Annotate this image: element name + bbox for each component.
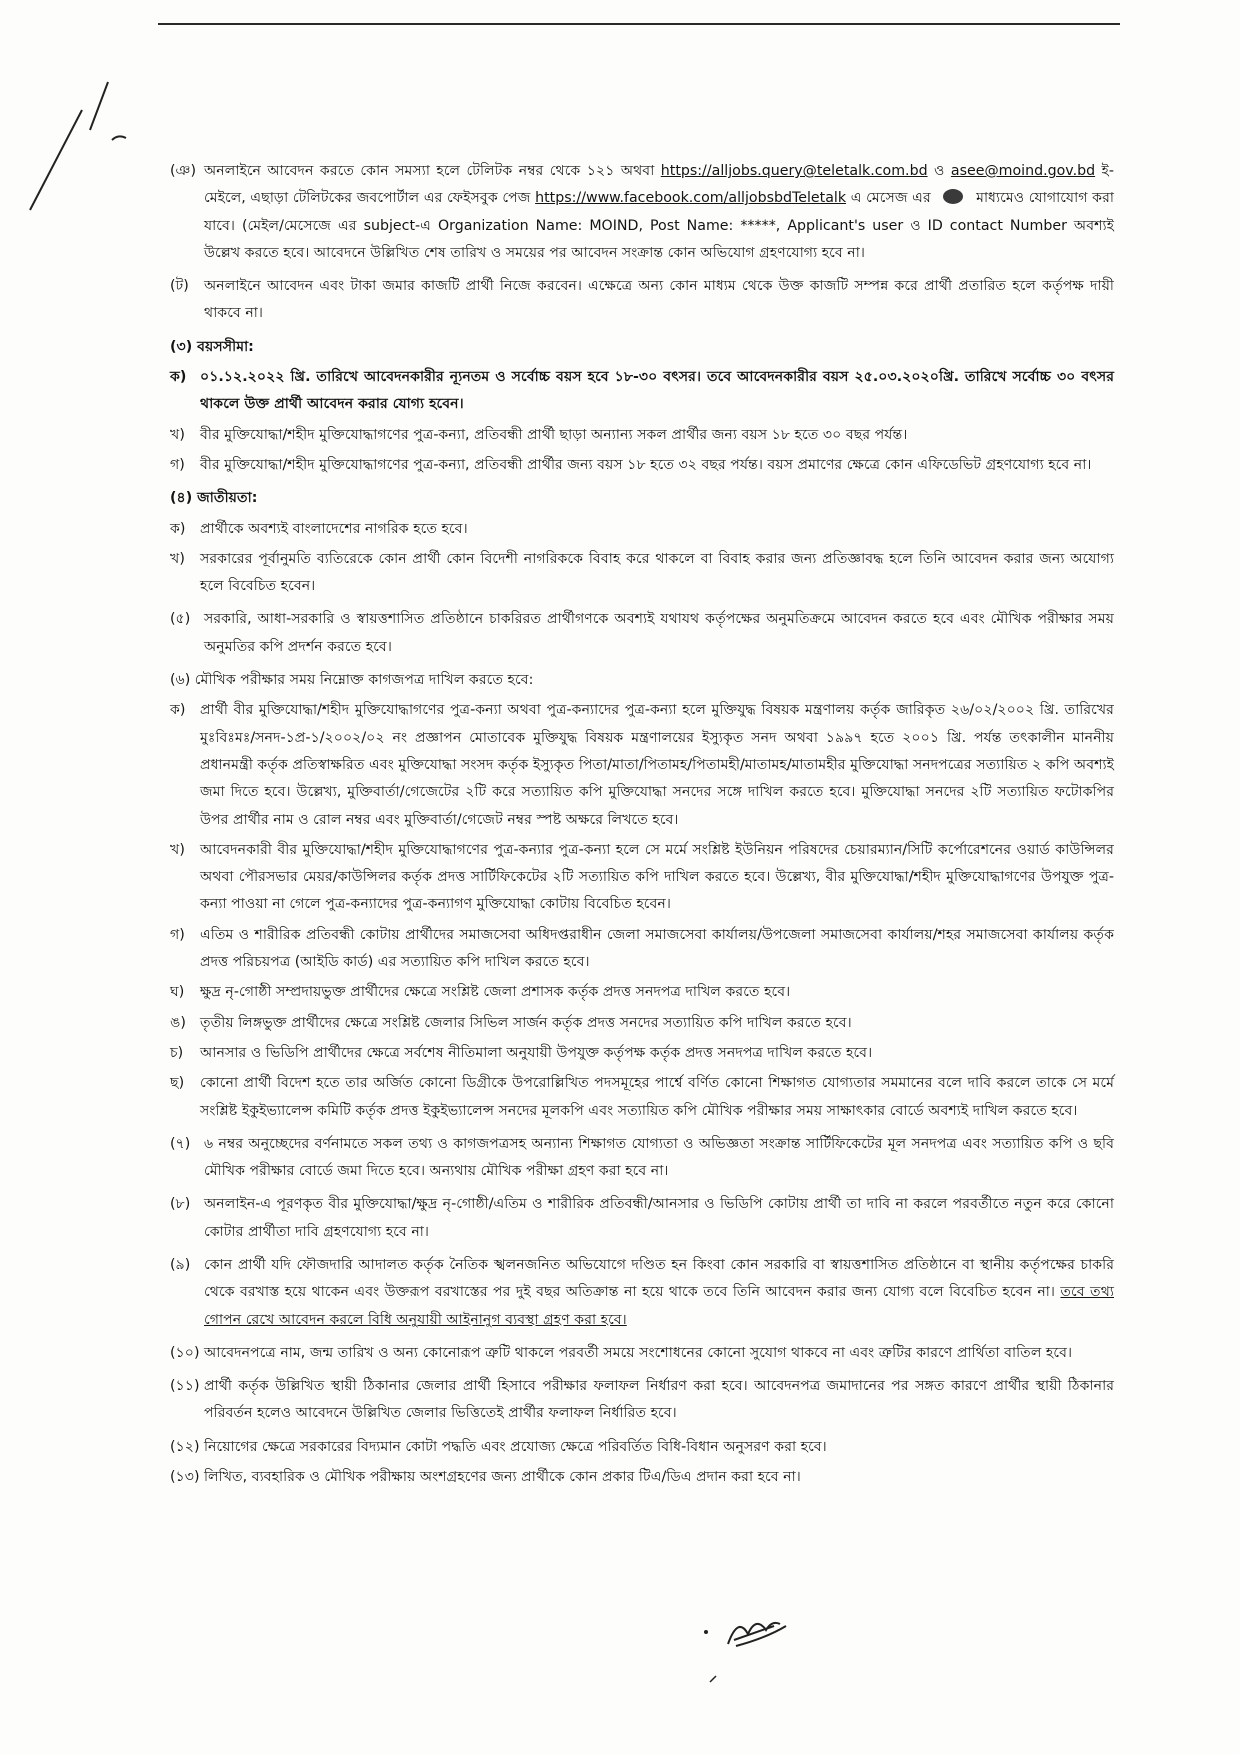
section-10: (১০) আবেদনপত্রে নাম, জন্ম তারিখ ও অন্য কোনোরূপ ত্রুটি থাকলে পরবর্তী সময়ে সংশোধনের কোনো সুযোগ থাকবে না এবং ত্রুটির কারণে প্রার্থিতা বাতিল হবে।	[170, 1344, 1073, 1361]
section-3-item-ka: ক) ০১.১২.২০২২ খ্রি. তারিখে আবেদনকারীর ন্যূনতম ও সর্বোচ্চ বয়স হবে ১৮-৩০ বৎসর। তবে আবেদনকারীর বয়স ২৫.০৩.২০২০খ্রি. তারিখে সর্বোচ্চ ৩০ বৎসর থাকলে উক্ত প্রার্থী আবেদন করার যোগ্য হবেন।	[170, 369, 1114, 413]
section-6-item-gha: ঘ) ক্ষুদ্র নৃ-গোষ্ঠী সম্প্রদায়ভুক্ত প্রার্থীদের ক্ষেত্রে সংশ্লিষ্ট জেলা প্রশাসক কর্তৃক প্রদত্ত সনদপত্র দাখিল করতে হবে।	[170, 984, 791, 1001]
section-6-item-kha: খ) আবেদনকারী বীর মুক্তিযোদ্ধা/শহীদ মুক্তিযোদ্ধাগণের পুত্র-কন্যার পুত্র-কন্যা হলে সে মর্মে সংশ্লিষ্ট ইউনিয়ন পরিষদের চেয়ারম্যান/সিটি কর্পোরেশনের ওয়ার্ড কাউন্সিলর অথবা পৌরসভার মেয়র/কাউন্সিলর কর্তৃক প্রদত্ত সার্টিফিকেটের ২টি সত্যায়িত কপি দাখিল করতে হবে। উল্লেখ্য, বীর মুক্তিযোদ্ধা/শহীদ মুক্তিযোদ্ধাগণের উপযুক্ত পুত্র-কন্যা পাওয়া না গেলে পুত্র-কন্যাদের পুত্র-কন্যাগণ মুক্তিযোদ্ধা কোটায় বিবেচিত হবেন।	[170, 841, 1114, 913]
facebook-page-link[interactable]: https://www.facebook.com/alljobsbdTeletalk	[535, 190, 847, 207]
paragraph-label: (ঞ)	[170, 163, 197, 179]
document-body	[170, 158, 1114, 1497]
section-6-item-cha: ছ) কোনো প্রার্থী বিদেশ হতে তার অর্জিত কোনো ডিগ্রীকে উপরোল্লিখিত পদসমূহের পার্শ্বে বর্ণিত কোনো শিক্ষাগত যোগ্যতার সমমানের বলে দাবি করলে তাকে সে মর্মে সংশ্লিষ্ট ইকুইভ্যালেন্স কমিটি কর্তৃক প্রদত্ত ইকুইভ্যালেন্স সনদের মূলকপি এবং সত্যায়িত কপি মৌখিক পরীক্ষার সময় সাক্ষাৎকার বোর্ডে অবশ্যই দাখিল করতে হবে।	[170, 1075, 1114, 1119]
section-8: (৮) অনলাইন-এ পূরণকৃত বীর মুক্তিযোদ্ধা/ক্ষুদ্র নৃ-গোষ্ঠী/এতিম ও শারীরিক প্রতিবন্ধী/আনসার ও ভিডিপি কোটায় প্রার্থী তা দাবি না করলে পরবর্তীতে নতুন করে কোনো কোটার প্রার্থীতা দাবি গ্রহণযোগ্য হবে না।	[170, 1196, 1114, 1240]
section-7: (৭) ৬ নম্বর অনুচ্ছেদের বর্ণনামতে সকল তথ্য ও কাগজপত্রসহ অন্যান্য শিক্ষাগত যোগ্যতা ও অভিজ্ঞতা সংক্রান্ত সার্টিফিকেটের মূল সনদপত্র এবং সত্যায়িত কপি ও ছবি মৌখিক পরীক্ষার বোর্ডে জমা দিতে হবে। অন্যথায় মৌখিক পরীক্ষা গ্রহণ করা হবে না।	[170, 1135, 1114, 1180]
section-6-item-ca: চ) আনসার ও ভিডিপি প্রার্থীদের ক্ষেত্রে সর্বশেষ নীতিমালা অনুযায়ী উপযুক্ত কর্তৃপক্ষ কর্তৃক প্রদত্ত সনদপত্র দাখিল করতে হবে।	[170, 1044, 873, 1061]
section-4-heading: (৪) জাতীয়তা:	[170, 490, 258, 507]
section-4-item-ka: ক) প্রার্থীকে অবশ্যই বাংলাদেশের নাগরিক হতে হবে।	[170, 520, 468, 537]
legal-action-warning: তবে তথ্য গোপন রেখে আবেদন করলে বিধি অনুযায়ী আইনানুগ ব্যবস্থা গ্রহণ করা হবে।	[204, 1284, 1114, 1328]
section-5: (৫) সরকারি, আধা-সরকারি ও স্বায়ত্তশাসিত প্রতিষ্ঠানে চাকরিরত প্রার্থীগণকে অবশ্যই যথাযথ কর্তৃপক্ষের অনুমতিক্রমে আবেদন করতে হবে এবং মৌখিক পরীক্ষার সময় অনুমতির কপি প্রদর্শন করতে হবে।	[170, 611, 1114, 655]
section-3-item-kha: খ) বীর মুক্তিযোদ্ধা/শহীদ মুক্তিযোদ্ধাগণের পুত্র-কন্যা, প্রতিবন্ধী প্রার্থী ছাড়া অন্যান্য সকল প্রার্থীর জন্য বয়স ১৮ হতে ৩০ বছর পর্যন্ত।	[170, 426, 908, 443]
pen-stroke-mark	[20, 70, 140, 220]
paragraph-ta: (ট) অনলাইনে আবেদন এবং টাকা জমার কাজটি প্রার্থী নিজে করবেন। এক্ষেত্রে অন্য কোন মাধ্যম থেকে উক্ত কাজটি সম্পন্ন করে প্রার্থী প্রতারিত হলে কর্তৃপক্ষ দায়ী থাকবে না।	[170, 273, 1114, 328]
teletalk-query-link[interactable]: https://alljobs.query@teletalk.com.bd	[660, 163, 928, 179]
section-9: (৯) কোন প্রার্থী যদি ফৌজদারি আদালত কর্তৃক নৈতিক স্খলনজনিত অভিযোগে দণ্ডিত হন কিংবা কোন সরকারি বা স্বায়ত্তশাসিত প্রতিষ্ঠানে বা স্থানীয় কর্তৃপক্ষের চাকরি থেকে বরখাস্ত হয়ে থাকেন এবং উক্তরূপ বরখাস্তের পর দুই বছর অতিক্রান্ত না হয়ে থাকে তবে তিনি আবেদন করার জন্য যোগ্য বলে বিবেচিত হবেন না। তবে তথ্য গোপন রেখে আবেদন করলে বিধি অনুযায়ী আইনানুগ ব্যবস্থা গ্রহণ করা হবে।	[170, 1256, 1114, 1328]
section-13: (১৩) লিখিত, ব্যবহারিক ও মৌখিক পরীক্ষায় অংশগ্রহণের জন্য প্রার্থীকে কোন প্রকার টিএ/ডিএ প্রদান করা হবে না।	[170, 1469, 801, 1486]
section-6-item-uma: ঙ) তৃতীয় লিঙ্গভুক্ত প্রার্থীদের ক্ষেত্রে সংশ্লিষ্ট জেলার সিভিল সার্জন কর্তৃক প্রদত্ত সনদের সত্যায়িত কপি দাখিল করতে হবে।	[170, 1014, 852, 1031]
section-6-item-ga: গ) এতিম ও শারীরিক প্রতিবন্ধী কোটায় প্রার্থীদের সমাজসেবা অধিদপ্তরাধীন জেলা সমাজসেবা কার্যালয়/উপজেলা সমাজসেবা কার্যালয়/শহর সমাজসেবা কার্যালয় কর্তৃক প্রদত্ত পরিচয়পত্র (আইডি কার্ড) এর সত্যায়িত কপি দাখিল করতে হবে।	[170, 926, 1114, 971]
ministry-email-link[interactable]: asee@moind.gov.bd	[950, 163, 1096, 179]
top-rule	[158, 23, 1120, 25]
section-3-item-ga: গ) বীর মুক্তিযোদ্ধা/শহীদ মুক্তিযোদ্ধাগণের পুত্র-কন্যা, প্রতিবন্ধী প্রার্থীর জন্য বয়স ১৮ হতে ৩২ বছর পর্যন্ত। বয়স প্রমাণের ক্ষেত্রে কোন এফিডেভিট গ্রহণযোগ্য হবে না।	[170, 456, 1092, 473]
section-11: (১১) প্রার্থী কর্তৃক উল্লিখিত স্থায়ী ঠিকানার জেলার প্রার্থী হিসাবে পরীক্ষার ফলাফল নির্ধারণ করা হবে। আবেদনপত্র জমাদানের পর সঙ্গত কারণে প্রার্থীর স্থায়ী ঠিকানার পরিবর্তন হলেও আবেদনে উল্লিখিত জেলার ভিত্তিতেই প্রার্থীর ফলাফল নির্ধারিত হবে।	[170, 1378, 1114, 1422]
section-3-heading: (৩) বয়সসীমা:	[170, 338, 254, 355]
section-12: (১২) নিয়োগের ক্ষেত্রে সরকারের বিদ্যমান কোটা পদ্ধতি এবং প্রযোজ্য ক্ষেত্রে পরিবর্তিত বিধি-বিধান অনুসরণ করা হবে।	[170, 1438, 827, 1455]
facebook-icon	[943, 189, 963, 204]
section-4-item-kha: খ) সরকারের পূর্বানুমতি ব্যতিরেকে কোন প্রার্থী কোন বিদেশী নাগরিককে বিবাহ করে থাকলে বা বিবাহ করার জন্য প্রতিজ্ঞাবদ্ধ হলে তিনি আবেদন করার জন্য অযোগ্য হলে বিবেচিত হবেন।	[170, 550, 1114, 595]
paragraph-label: (ট)	[170, 278, 189, 295]
signature-mark	[700, 1610, 820, 1690]
section-6-item-ka: ক) প্রার্থী বীর মুক্তিযোদ্ধা/শহীদ মুক্তিযোদ্ধাগণের পুত্র-কন্যা অথবা পুত্র-কন্যাদের পুত্র-কন্যা হলে মুক্তিযুদ্ধ বিষয়ক মন্ত্রণালয় কর্তৃক জারিকৃত ২৬/০২/২০০২ খ্রি. তারিখের মুঃবিঃমঃ/সনদ-১প্র-১/২০০২/০২ নং প্রজ্ঞাপন মোতাবেক মুক্তিযুদ্ধ বিষয়ক মন্ত্রণালয়ের ইস্যুকৃত সনদ অথবা ১৯৯৭ হতে ২০০১ খ্রি. পর্যন্ত তৎকালীন মাননীয় প্রধানমন্ত্রী কর্তৃক প্রতিস্বাক্ষরিত এবং মুক্তিযোদ্ধা সংসদ কর্তৃক ইস্যুকৃত পিতা/মাতা/পিতামহ/পিতামহী/মাতামহ/মাতামহীর মুক্তিযোদ্ধা সনদপত্রের সত্যায়িত ২ কপি অবশ্যই জমা দিতে হবে। উল্লেখ্য, মুক্তিবার্তা/গেজেটের ২টি করে সত্যায়িত কপি মুক্তিযোদ্ধা সনদের সঙ্গে দাখিল করতে হবে। মুক্তিযোদ্ধা সনদের ২টি সত্যায়িত ফটোকপির উপর প্রার্থীর নাম ও রোল নম্বর এবং মুক্তিবার্তা/গেজেট নম্বর স্পষ্ট অক্ষরে লিখতে হবে।	[170, 702, 1114, 828]
paragraph-jha: (ঞ) অনলাইনে আবেদন করতে কোন সমস্যা হলে টেলিটক নম্বর থেকে ১২১ অথবা https://alljobs.query@teletalk.com.bd ও asee@moind.gov.bd ই-মেইলে, এছাড়া টেলিটকের জবপোর্টাল এর ফেইসবুক পেজ https://www.facebook.com/alljobsbdTeletalk এ মেসেজ এর মাধ্যমেও যোগাযোগ করা যাবে। (মেইল/মেসেজে এর subject-এ Organization Name: MOIND, Post Name: *****, Applicant's user ও ID contact Number অবশ্যই উল্লেখ করতে হবে। আবেদনে উল্লিখিত শেষ তারিখ ও সময়ের পর আবেদন সংক্রান্ত কোন অভিযোগ গ্রহণযোগ্য হবে না।	[170, 158, 1114, 267]
section-6-heading: (৬) মৌখিক পরীক্ষার সময় নিম্নোক্ত কাগজপত্র দাখিল করতে হবে:	[170, 672, 534, 689]
